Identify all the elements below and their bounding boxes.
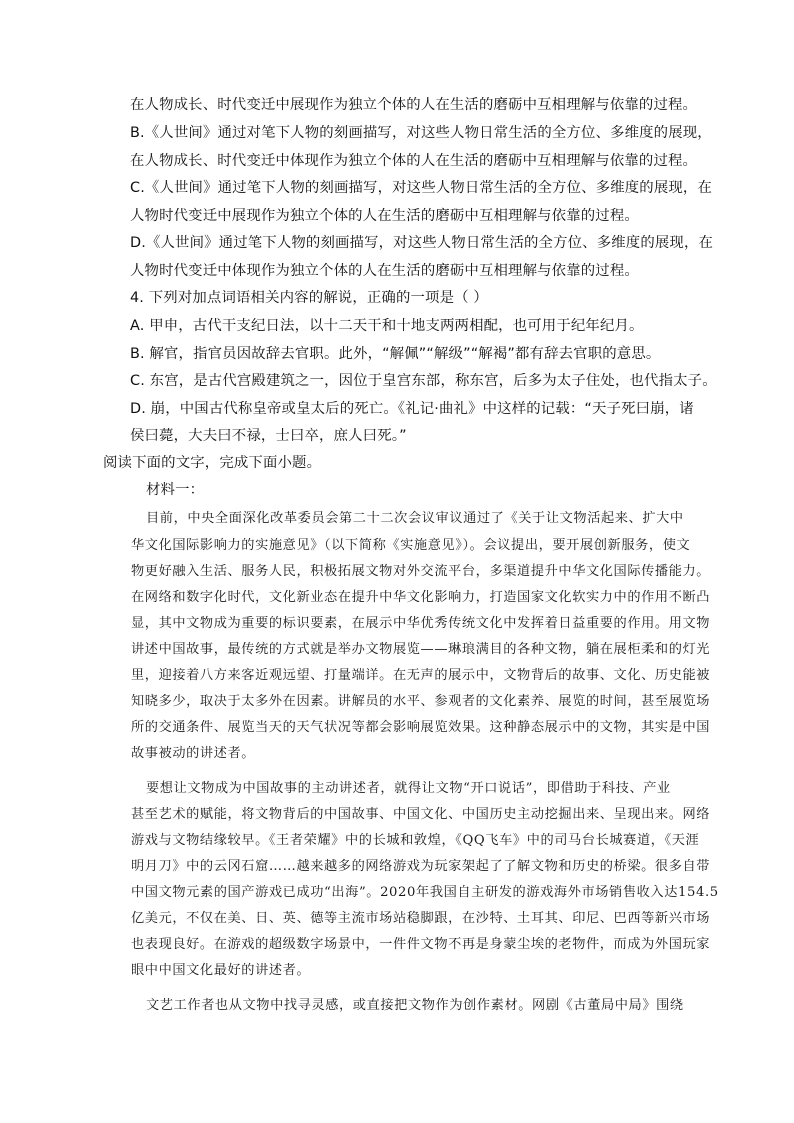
- material-line: 文艺工作者也从文物中找寻灵感，或直接把文物作为创作素材。网剧《古董局中局》围绕: [146, 998, 684, 1013]
- question-4-option-b: B. 解官，指官员因故辞去官职。此外，“解佩”“解级”“解褐”都有辞去官职的意思。: [130, 346, 661, 362]
- material-line: 故事被动的讲述者。: [131, 746, 256, 761]
- material-line: 讲述中国故事，最传统的方式就是举办文物展览——琳琅满目的各种文物，躺在展柜柔和的灯光: [131, 642, 711, 657]
- question-4-option-a: A. 甲申，古代干支纪日法，以十二天干和十地支两两相配，也可用于纪年纪月。: [130, 318, 644, 334]
- option-c-line: C.《人世间》通过笔下人物的刻画描写，对这些人物日常生活的全方位、多维度的展现，在: [130, 180, 713, 196]
- question-4-option-d: 侯曰薨，大夫曰不禄，士曰卒，庶人曰死。”: [130, 428, 407, 444]
- material-line: 知晓多少，取决于太多外在因素。讲解员的水平、参观者的文化素养、展览的时间，甚至展览场: [131, 694, 711, 709]
- material-line: 里，迎接着八方来客近观远望、打量端详。在无声的展示中，文物背后的故事、文化、历史能被: [131, 668, 711, 683]
- question-4-stem: 4. 下列对加点词语相关内容的解说，正确的一项是（ ）: [130, 290, 488, 306]
- option-d-line: D.《人世间》通过笔下人物的刻画描写，对这些人物日常生活的全方位、多维度的展现，在: [130, 235, 714, 251]
- option-c-line: 人物时代变迁中展现作为独立个体的人在生活的磨砺中互相理解与依靠的过程。: [130, 208, 639, 224]
- option-b-line: 在人物成长、时代变迁中体现作为独立个体的人在生活的磨砺中互相理解与依靠的过程。: [130, 153, 698, 169]
- material-line: 亿美元，不仅在美、日、英、德等主流市场站稳脚跟，在沙特、土耳其、印尼、巴西等新兴市场: [131, 911, 711, 926]
- material-line: 游戏与文物结缘较早。《王者荣耀》中的长城和敦煌，《QQ飞车》中的司马台长城赛道，《天涯: [131, 833, 700, 848]
- material-line: 甚至艺术的赋能，将文物背后的中国故事、中国文化、中国历史主动挖掘出来、呈现出来。网络: [131, 807, 711, 822]
- material-line: 眼中中国文化最好的讲述者。: [131, 963, 311, 978]
- material-label: 材料一：: [146, 482, 205, 498]
- question-4-option-c: C. 东宫，是古代宫殿建筑之一，因位于皇宫东部，称东宫，后多为太子住处，也代指太子。: [130, 373, 717, 389]
- option-d-line: 人物时代变迁中体现作为独立个体的人在生活的磨砺中互相理解与依靠的过程。: [130, 263, 639, 279]
- material-line: 在网络和数字化时代，文化新业态在提升中华文化影响力，打造国家文化软实力中的作用不断凸: [131, 590, 711, 605]
- material-line: 显，其中文物成为重要的标识要素，在展示中华优秀传统文化中发挥着日益重要的作用。用文物: [131, 616, 711, 631]
- material-line: 目前，中央全面深化改革委员会第二十二次会议审议通过了《关于让文物活起来、扩大中: [146, 511, 684, 526]
- material-line: 华文化国际影响力的实施意见》（以下简称《实施意见》）。会议提出，要开展创新服务，使文: [131, 538, 691, 553]
- material-line: 也表现良好。在游戏的超级数字场景中，一件件文物不再是身蒙尘埃的老物件，而成为外国玩家: [131, 937, 711, 952]
- material-line: 明月刀》中的云冈石窟……越来越多的网络游戏为玩家架起了了解文物和历史的桥梁。很多自带: [131, 859, 711, 874]
- option-b-line: B.《人世间》通过对笔下人物的刻画描写，对这些人物日常生活的全方位、多维度的展现，: [130, 125, 712, 141]
- material-line: 所的交通条件、展览当天的天气状况等都会影响展览效果。这种静态展示中的文物，其实是中国: [131, 720, 711, 735]
- material-line: 中国文物元素的国产游戏已成功“出海”。2020年我国自主研发的游戏海外市场销售收入达154.5: [131, 885, 719, 900]
- question-4-option-d: D. 崩，中国古代称皇帝或皇太后的死亡。《礼记·曲礼》中这样的记载：“天子死曰崩，诸: [130, 401, 694, 417]
- question-text-line: 在人物成长、时代变迁中展现作为独立个体的人在生活的磨砺中互相理解与依靠的过程。: [130, 97, 698, 113]
- material-line: 物更好融入生活、服务人民，积极拓展文物对外交流平台，多渠道提升中华文化国际传播能力。: [131, 564, 711, 579]
- material-line: 要想让文物成为中国故事的主动讲述者，就得让文物“开口说话”，即借助于科技、产业: [146, 781, 671, 796]
- reading-instruction: 阅读下面的文字，完成下面小题。: [103, 455, 322, 471]
